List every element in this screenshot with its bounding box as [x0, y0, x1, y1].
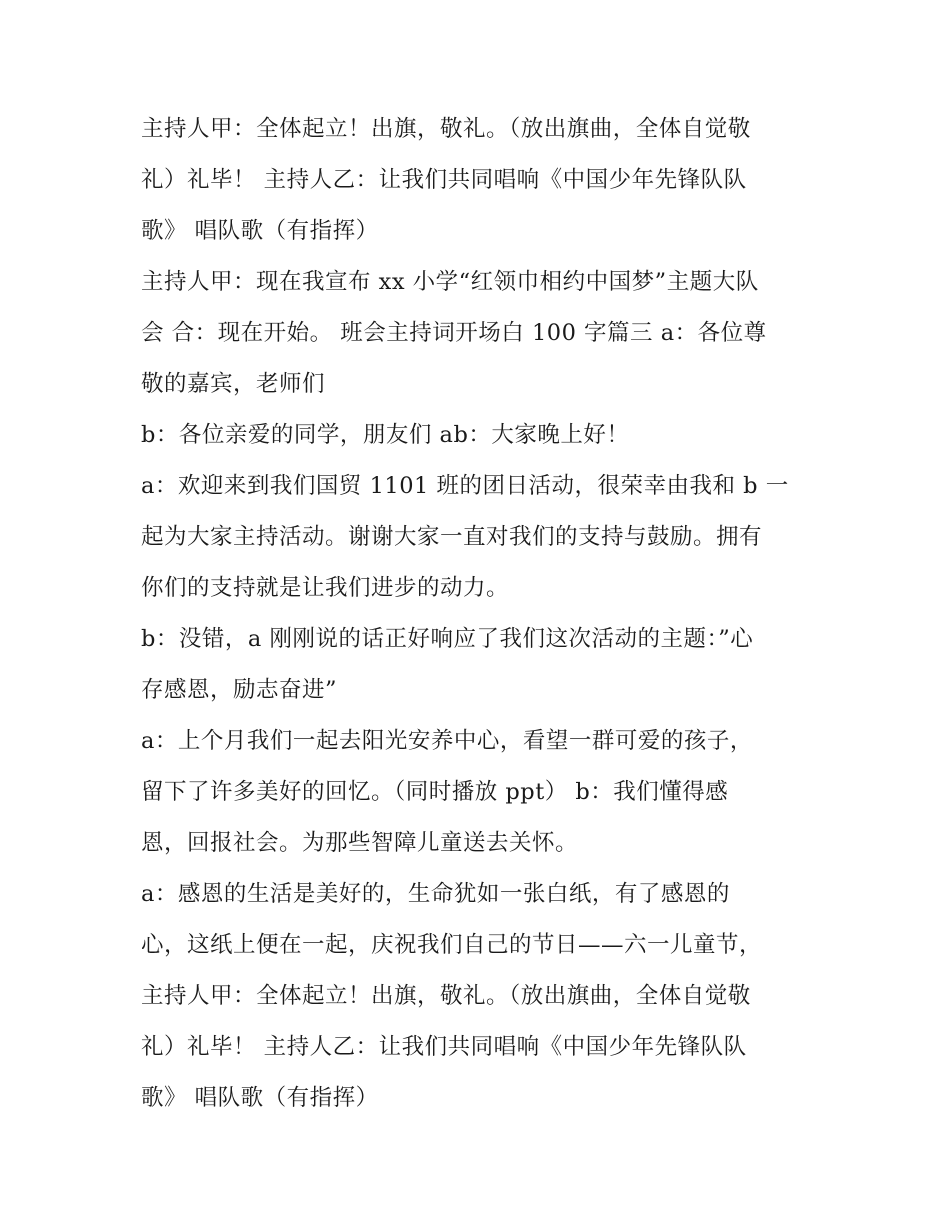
text-line: a：上个月我们一起去阳光安养中心，看望一群可爱的孩子， [141, 728, 753, 754]
text-line: b：没错，a 刚刚说的话正好响应了我们这次活动的主题：”心 [141, 626, 754, 652]
text-line: 主持人甲：全体起立！出旗，敬礼。（放出旗曲，全体自觉敬 [141, 983, 751, 1009]
text-line: 歌》 唱队歌（有指挥） [141, 218, 379, 244]
text-line: b：各位亲爱的同学，朋友们 ab：大家晚上好！ [141, 422, 630, 448]
text-line: 会 合：现在开始。 班会主持词开场白 100 字篇三 a：各位尊 [141, 320, 767, 346]
text-line: 礼）礼毕！ 主持人乙：让我们共同唱响《中国少年先锋队队 [141, 167, 747, 193]
text-line: 主持人甲：现在我宣布 xx 小学“红领巾相约中国梦”主题大队 [141, 269, 759, 295]
text-line: 起为大家主持活动。谢谢大家一直对我们的支持与鼓励。拥有 [141, 524, 763, 550]
text-line: a：欢迎来到我们国贸 1101 班的团日活动，很荣幸由我和 b 一 [141, 473, 789, 499]
text-line: 主持人甲：全体起立！出旗，敬礼。（放出旗曲，全体自觉敬 [141, 116, 751, 142]
document-body [141, 104, 821, 1124]
text-line: 你们的支持就是让我们进步的动力。 [141, 575, 510, 601]
text-line: 歌》 唱队歌（有指挥） [141, 1085, 379, 1111]
text-line: 恩，回报社会。为那些智障儿童送去关怀。 [141, 830, 579, 856]
text-line: 敬的嘉宾，老师们 [141, 371, 326, 397]
text-line: 留下了许多美好的回忆。（同时播放 ppt） b：我们懂得感 [141, 779, 729, 805]
text-line: 心，这纸上便在一起，庆祝我们自己的节日——六一儿童节， [141, 932, 763, 958]
text-line: 存感恩，励志奋进” [141, 677, 338, 703]
text-line: 礼）礼毕！ 主持人乙：让我们共同唱响《中国少年先锋队队 [141, 1034, 747, 1060]
text-line: a：感恩的生活是美好的，生命犹如一张白纸，有了感恩的 [141, 881, 730, 907]
